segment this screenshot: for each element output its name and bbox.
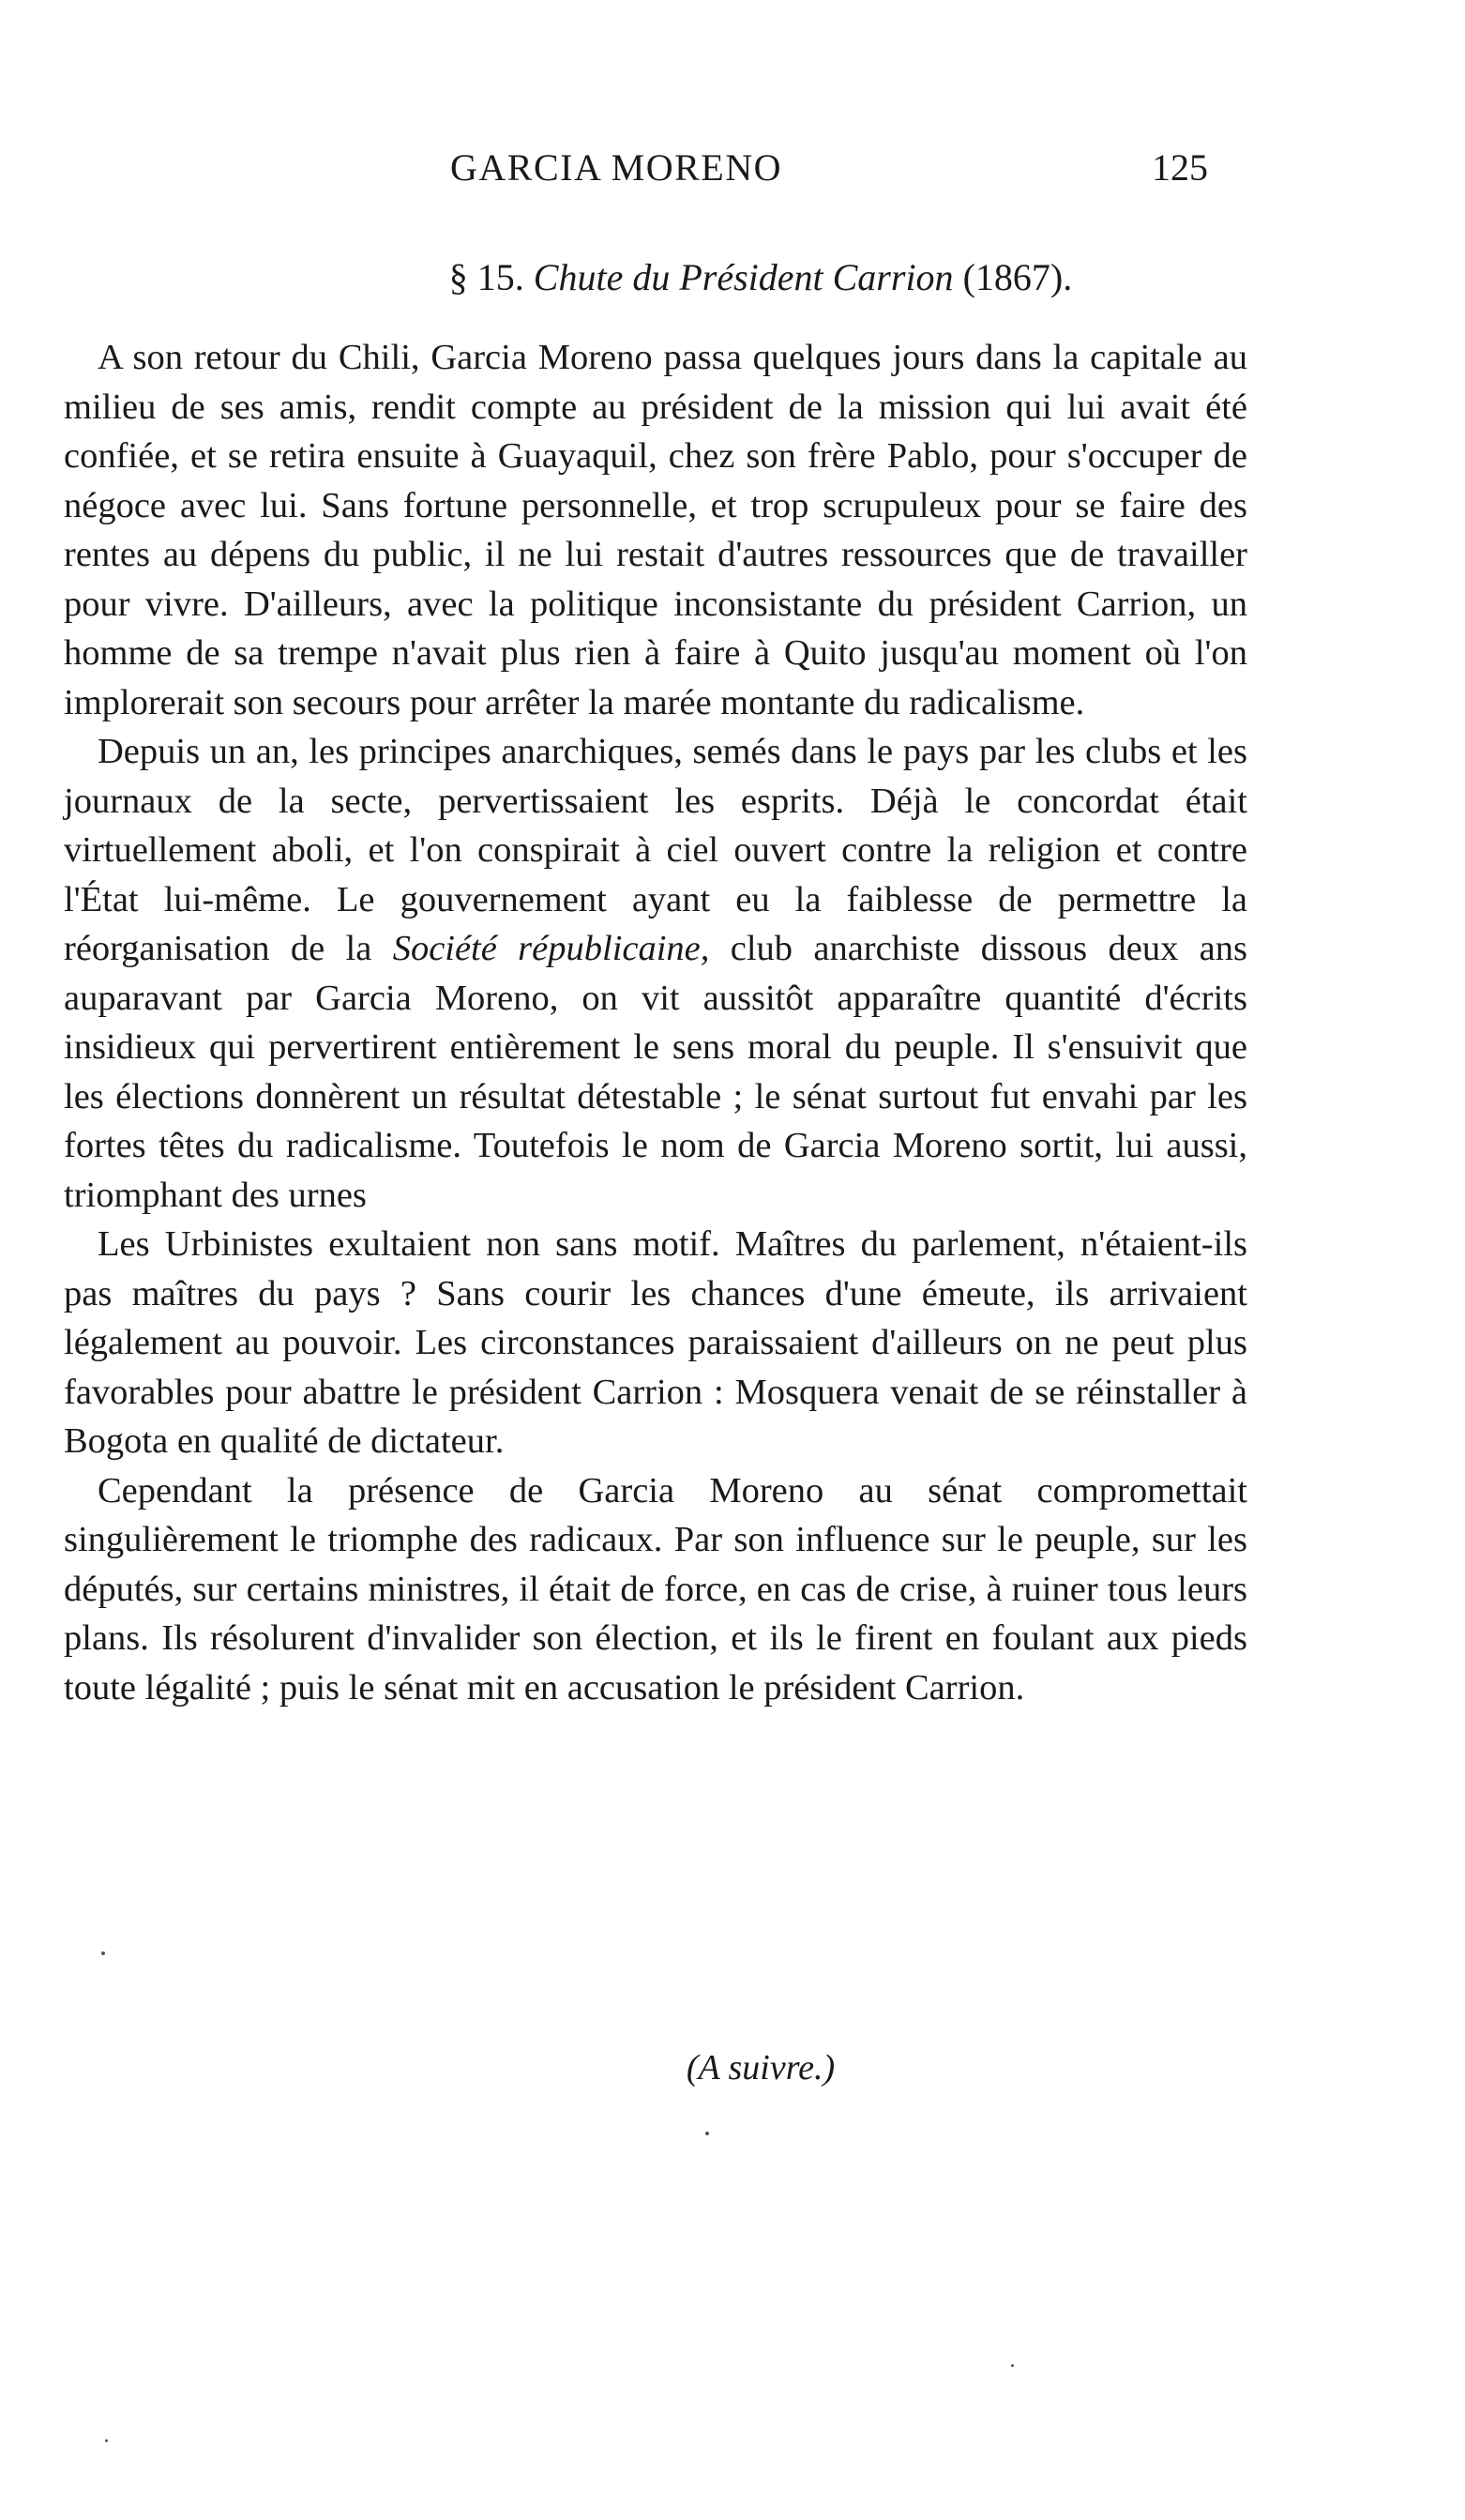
print-speck — [101, 1951, 105, 1955]
page-number: 125 — [1152, 146, 1208, 189]
print-speck — [705, 2132, 709, 2135]
paragraph-4: Cependant la présence de Garcia Moreno au sénat compromettait singulièrement le triomphe des radicaux. Par son influence sur le peuple, sur les députés, sur certains ministres, il était de force, en cas de crise, à ruiner tous leurs plans. Ils résolurent d'invalider son élection, et ils le firent en foulant aux pieds toute légalité ; puis le sénat mit en accusation le président Carrion. — [64, 1470, 1247, 1708]
paragraph-2-part-1: Depuis un an, les principes anarchiques, semés dans le pays par les clubs et les journaux de la secte, pervertissaient les esprits. Déjà le concordat était virtuellement aboli, et l'on conspirait à ciel ouvert contre la religion et contre l'État lui-même. Le gouvernement ayant eu la faiblesse de permettre la réorganisation de la — [64, 732, 1247, 968]
paragraph-2 — [64, 727, 1247, 1220]
print-speck — [1011, 2364, 1014, 2367]
section-year: (1867). — [962, 256, 1073, 298]
continuation-note: (A suivre.) — [686, 2048, 836, 2087]
section-heading — [0, 255, 1465, 299]
running-head — [0, 145, 1465, 202]
paragraph-2-part-2: club anarchiste dissous deux ans auparavant par Garcia Moreno, on vit aussitôt apparaître quantité d'écrits insidieux qui pervertirent entièrement le sens moral du peuple. Il s'ensuivit que les élections donnèrent un résultat détestable ; le sénat surtout fut envahi par les fortes têtes du radicalisme. Toutefois le nom de Garcia Moreno sortit, lui aussi, triomphant des urnes — [64, 929, 1248, 1215]
section-number: § 15. — [448, 256, 524, 298]
section-title: Chute du Président Carrion — [533, 256, 954, 298]
paragraph-1: A son retour du Chili, Garcia Moreno passa quelques jours dans la capitale au milieu de ses amis, rendit compte au président de la mission qui lui avait été confiée, et se retira ensuite à Guayaquil, chez son frère Pablo, pour s'occuper de négoce avec lui. Sans fortune personnelle, et trop scrupuleux pour se faire des rentes au dépens du public, il ne lui restait d'autres ressources que de travailler pour vivre. D'ailleurs, avec la politique inconsistante du président Carrion, un homme de sa trempe n'avait plus rien à faire à Quito jusqu'au moment où l'on implorerait son secours pour arrêter la marée montante du radicalisme. — [64, 338, 1247, 722]
running-title: GARCIA MORENO — [450, 146, 782, 189]
body-text — [64, 333, 1247, 1712]
print-speck — [105, 2439, 108, 2442]
paragraph-3: Les Urbinistes exultaient non sans motif. Maîtres du parlement, n'étaient-ils pas maîtres du pays ? Sans courir les chances d'une émeute, ils arrivaient légalement au pouvoir. Les circonstances paraissaient d'ailleurs on ne peut plus favorables pour abattre le président Carrion : Mosquera venait de se réinstaller à Bogota en qualité de dictateur. — [64, 1224, 1247, 1461]
paragraph-2-italic: Société républicaine, — [392, 929, 710, 968]
